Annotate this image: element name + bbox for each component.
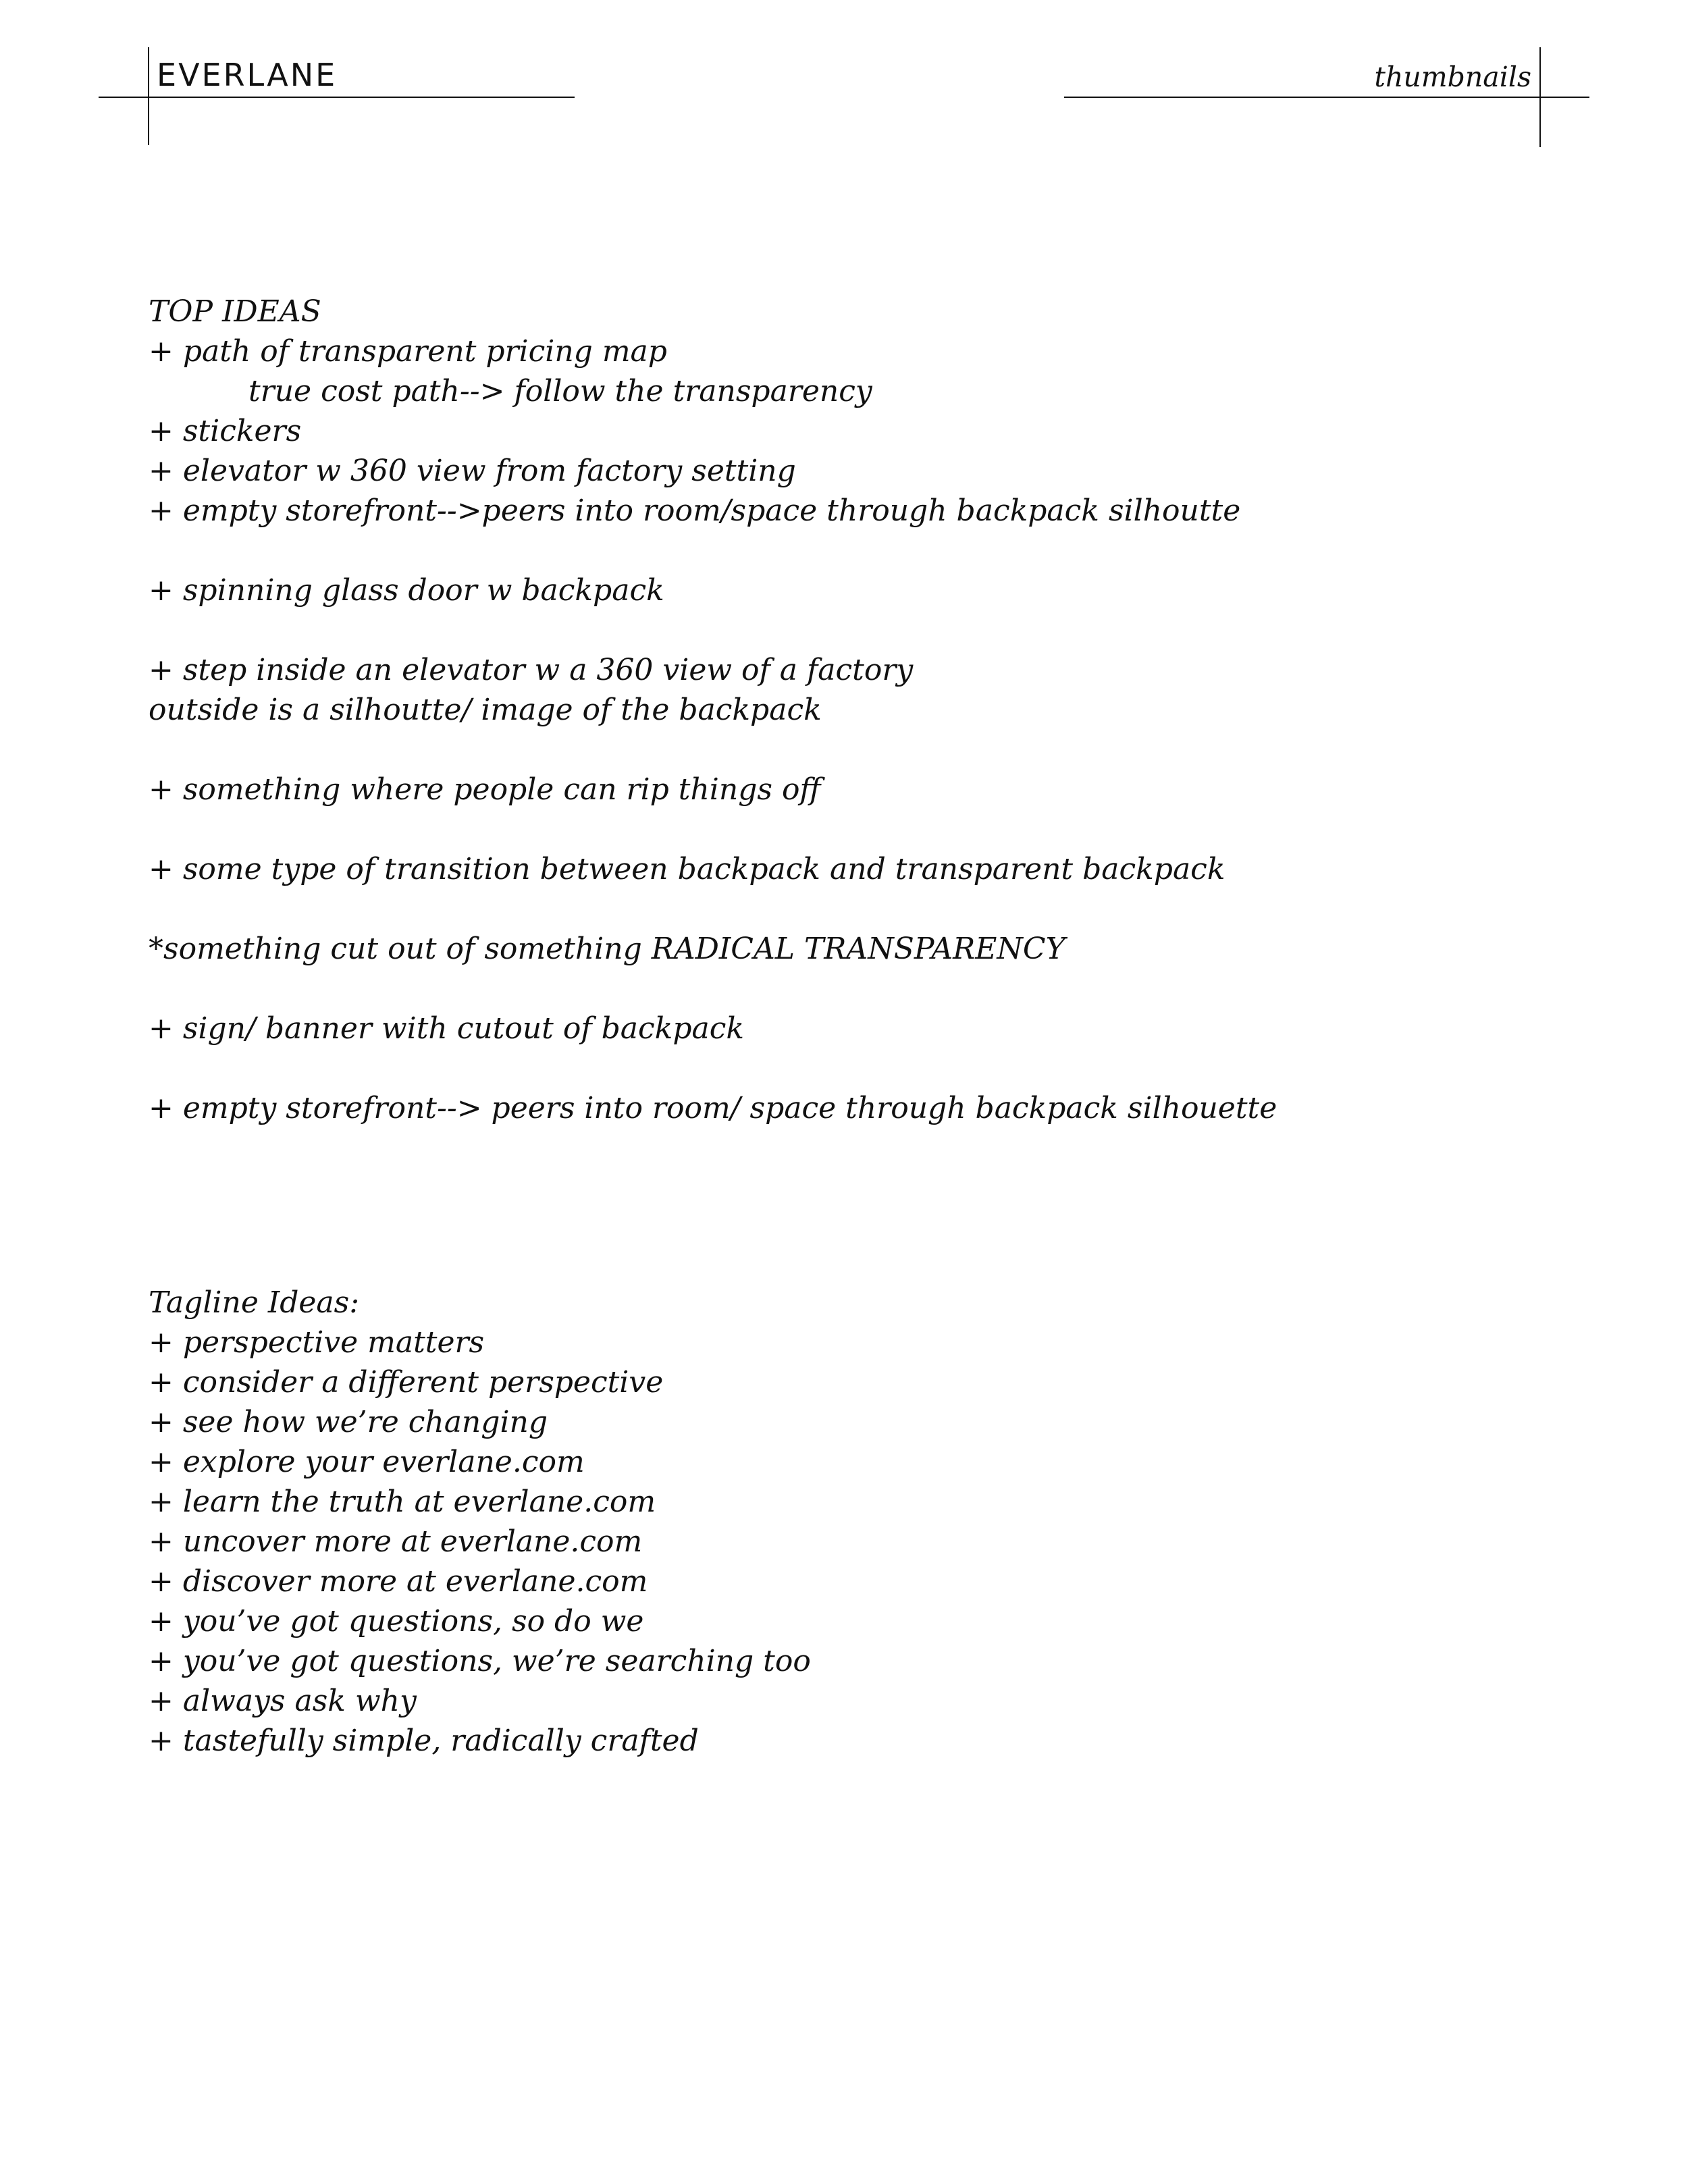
spacer [149, 531, 1566, 570]
idea-item: + empty storefront-->peers into room/space through backpack silhoutte [149, 494, 1241, 528]
tagline-item: + discover more at everlane.com [149, 1564, 648, 1599]
idea-item: + empty storefront--> peers into room/ space through backpack silhouette [149, 1091, 1277, 1125]
idea-item: + elevator w 360 view from factory setting [149, 454, 796, 488]
tagline-item: + explore your everlane.com [149, 1445, 585, 1479]
section-title: thumbnails [1374, 61, 1531, 93]
tagline-item: + uncover more at everlane.com [149, 1524, 643, 1559]
tagline-ideas-section [149, 1283, 1566, 1761]
spacer [149, 1048, 1566, 1088]
tagline-item: + see how we’re changing [149, 1405, 548, 1439]
idea-item-highlight: *something cut out of something RADICAL TRANSPARENCY [149, 932, 1065, 966]
top-ideas-heading: TOP IDEAS [149, 294, 321, 329]
spacer [149, 889, 1566, 929]
tagline-item: + perspective matters [149, 1325, 485, 1360]
crop-mark-left [148, 47, 149, 145]
top-ideas-section [149, 292, 1566, 1128]
idea-item-continued: outside is a silhoutte/ image of the backpack [149, 693, 822, 727]
tagline-item: + always ask why [149, 1684, 417, 1718]
idea-item: + spinning glass door w backpack [149, 573, 664, 608]
tagline-ideas-heading: Tagline Ideas: [149, 1285, 360, 1320]
idea-item: + path of transparent pricing map [149, 334, 667, 369]
tagline-item: + you’ve got questions, so do we [149, 1604, 644, 1639]
spacer [149, 610, 1566, 650]
tagline-item: + you’ve got questions, we’re searching too [149, 1644, 811, 1678]
tagline-item: + consider a different perspective [149, 1365, 664, 1400]
brand-logo: EVERLANE [157, 57, 338, 93]
idea-subitem: true cost path--> follow the transparency [248, 374, 872, 408]
idea-item: + some type of transition between backpack and transparent backpack [149, 852, 1225, 886]
crop-mark-right [1539, 47, 1541, 147]
spacer [149, 730, 1566, 770]
spacer [149, 809, 1566, 849]
idea-item: + something where people can rip things off [149, 772, 821, 807]
idea-item: + step inside an elevator w a 360 view of a factory [149, 653, 914, 687]
header-rule-left [99, 97, 575, 98]
idea-item: + sign/ banner with cutout of backpack [149, 1011, 745, 1046]
idea-item: + stickers [149, 414, 302, 448]
spacer [149, 969, 1566, 1009]
tagline-item: + tastefully simple, radically crafted [149, 1724, 699, 1758]
tagline-item: + learn the truth at everlane.com [149, 1485, 656, 1519]
header-rule-right [1064, 97, 1589, 98]
